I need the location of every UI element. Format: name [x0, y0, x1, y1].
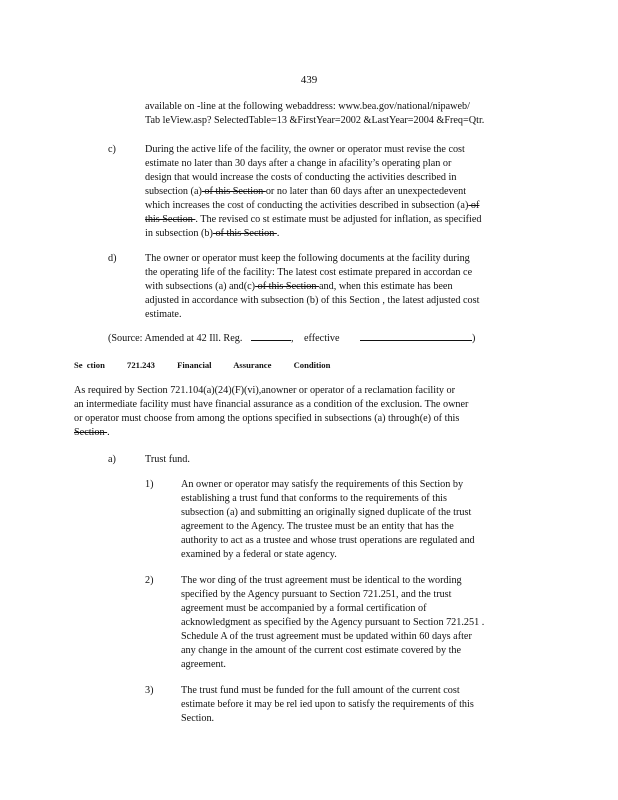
text-run: .	[276, 228, 280, 239]
intro-line: As required by Section 721.104(a)(24)(F)(vi),anowner or operator of a reclamation facility or	[74, 385, 456, 396]
para-c-line	[145, 199, 540, 213]
url-line-1: available on -line at the following webaddress: www.bea.gov/national/nipaweb/	[145, 101, 470, 112]
sub3-line: Section.	[181, 713, 215, 724]
para-c-line: design that would increase the costs of conducting the activities described in	[145, 172, 457, 183]
para-c-line	[145, 213, 540, 227]
sub1-line: examined by a federal or state agency.	[181, 549, 337, 560]
text-run: subsection (a)	[145, 186, 202, 197]
text-run: and, when this estimate has been	[319, 281, 453, 292]
heading-number: 721.243	[127, 360, 155, 370]
reg-blank	[251, 330, 291, 341]
sub2-paragraph	[181, 574, 526, 672]
intro-line: an intermediate facility must have financial assurance as a condition of the exclusion. The owner	[74, 399, 469, 410]
para-d-line: adjusted in accordance with subsection (b) of this Section , the latest adjusted cost	[145, 295, 480, 306]
para-c	[145, 143, 540, 241]
item-a-marker: a)	[108, 454, 116, 465]
struck-text: Section	[74, 427, 108, 438]
url-line-2: Tab leView.asp? SelectedTable=13 &FirstYear=2002 &LastYear=2004 &Freq=Qtr.	[145, 115, 485, 126]
text-run: in subsection (b)	[145, 228, 213, 239]
sub2-line: specified by the Agency pursuant to Section 721.251, and the trust	[181, 589, 452, 600]
para-c-marker: c)	[108, 144, 116, 155]
source-prefix: (Source: Amended at 42 Ill. Reg.	[108, 333, 243, 344]
para-c-line	[145, 185, 540, 199]
struck-text: of this Section	[212, 228, 277, 239]
sub1-line: agreement to the Agency. The trustee must be an entity that has the	[181, 521, 454, 532]
sub3-line: estimate before it may be rel ied upon to satisfy the requirements of this	[181, 699, 474, 710]
source-note	[108, 330, 475, 346]
sub1-line: An owner or operator may satisfy the requirements of this Section by	[181, 479, 464, 490]
para-c-line: estimate no later than 30 days after a change in afacility’s operating plan or	[145, 158, 452, 169]
source-suffix: )	[472, 333, 476, 344]
para-c-line: During the active life of the facility, the owner or operator must revise the cost	[145, 144, 465, 155]
para-d-line	[145, 280, 540, 294]
heading-word: Condition	[293, 360, 331, 370]
source-comma: ,	[290, 333, 294, 344]
sub1-line: authority to act as a trustee and whose trust operations are regulated and	[181, 535, 475, 546]
sub2-line: Schedule A of the trust agreement must be updated within 60 days after	[181, 631, 472, 642]
para-d-line: The owner or operator must keep the following documents at the facility during	[145, 253, 470, 264]
sub1-line: establishing a trust fund that conforms to the requirements of this	[181, 493, 447, 504]
para-d-marker: d)	[108, 253, 117, 264]
sub2-marker: 2)	[145, 575, 154, 586]
section-heading	[74, 358, 348, 372]
sub2-line: agreement.	[181, 659, 226, 670]
sub3-paragraph	[181, 684, 526, 726]
sub2-line: agreement must be accompanied by a formal certification of	[181, 603, 427, 614]
heading-word: Financial	[177, 360, 212, 370]
sub1-line: subsection (a) and submitting an originally signed duplicate of the trust	[181, 507, 472, 518]
text-run: which increases the cost of conducting the activities described in subsection (a)	[145, 200, 469, 211]
para-d	[145, 252, 540, 322]
text-run: . The revised co st estimate must be adjusted for inflation, as specified	[195, 214, 482, 225]
page-number: 439	[300, 74, 318, 86]
para-d-line: estimate.	[145, 309, 182, 320]
sub3-marker: 3)	[145, 685, 154, 696]
sub3-line: The trust fund must be funded for the full amount of the current cost	[181, 685, 460, 696]
struck-text: of this Section	[255, 281, 320, 292]
intro-paragraph	[74, 384, 540, 440]
para-c-line	[145, 227, 540, 241]
sub1-paragraph	[181, 478, 526, 562]
heading-section: Se ction	[74, 360, 105, 370]
url-continuation	[145, 100, 530, 128]
intro-line: or operator must choose from among the options specified in subsections (a) through(e) of this	[74, 413, 460, 424]
text-run: with subsections (a) and(c)	[145, 281, 256, 292]
item-a-title: Trust fund.	[145, 454, 190, 465]
heading-word: Assurance	[233, 360, 272, 370]
source-effective: effective	[304, 333, 340, 344]
sub2-line: The wor ding of the trust agreement must be identical to the wording	[181, 575, 462, 586]
struck-text: of	[468, 200, 480, 211]
struck-text: of this Section	[201, 186, 266, 197]
text-run: .	[107, 427, 110, 438]
sub2-line: acknowledgment as specified by the Agency pursuant to Section 721.251 .	[181, 617, 485, 628]
para-d-line: the operating life of the facility: The latest cost estimate prepared in accordan ce	[145, 267, 473, 278]
intro-line	[74, 426, 540, 440]
effective-blank	[360, 330, 472, 341]
sub1-marker: 1)	[145, 479, 154, 490]
sub2-line: any change in the amount of the current cost estimate covered by the	[181, 645, 462, 656]
text-run: or no later than 60 days after an unexpectedevent	[265, 186, 467, 197]
struck-text: this Section	[145, 214, 196, 225]
